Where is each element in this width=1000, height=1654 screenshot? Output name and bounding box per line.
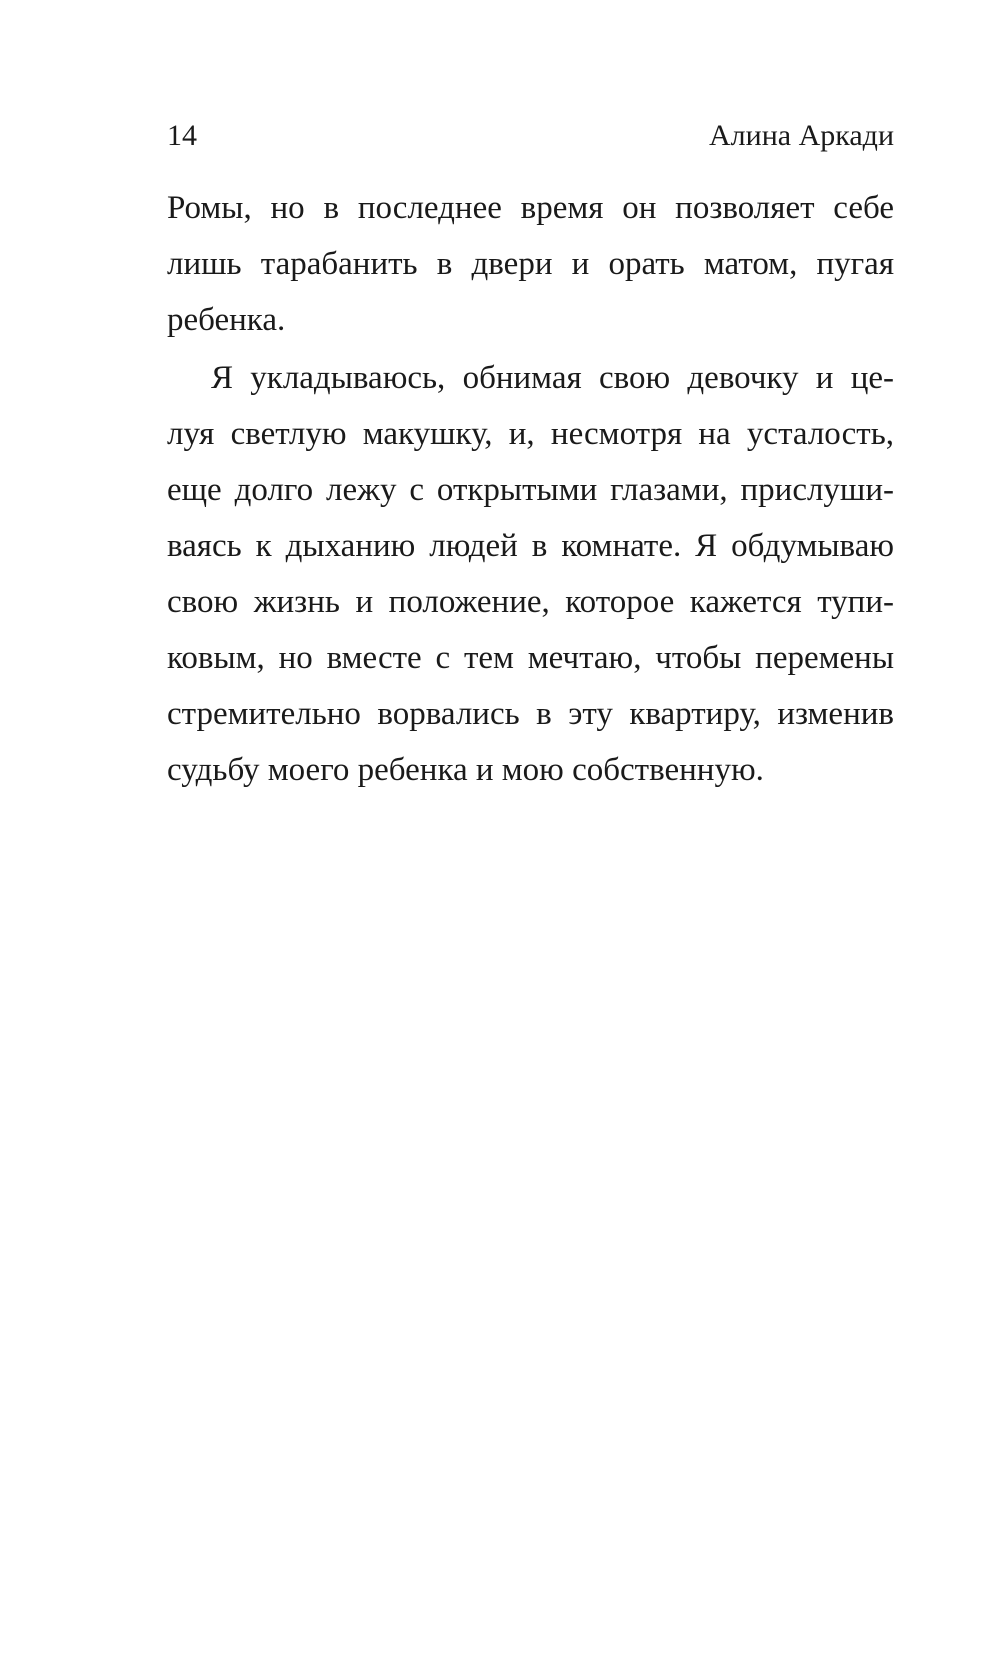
text-line: луя светлую макушку, и, несмотря на усталость,: [167, 416, 894, 452]
paragraph: [167, 180, 894, 348]
body-text: [167, 180, 894, 798]
text-line: судьбу моего ребенка и мою собственную.: [167, 752, 764, 788]
text-line: ковым, но вместе с тем мечтаю, чтобы перемены: [167, 640, 894, 676]
running-head: [167, 116, 894, 156]
page-number: 14: [167, 119, 197, 152]
paragraph: [167, 350, 894, 798]
text-line: стремительно ворвались в эту квартиру, изменив: [167, 696, 894, 732]
author-name: Алина Аркади: [709, 119, 894, 152]
text-line: еще долго лежу с открытыми глазами, прислуши-: [167, 472, 894, 508]
text-line: Я укладываюсь, обнимая свою девочку и це-: [211, 360, 894, 396]
text-line: свою жизнь и положение, которое кажется тупи-: [167, 584, 894, 620]
text-line: ребенка.: [167, 302, 286, 338]
text-line: лишь тарабанить в двери и орать матом, пугая: [167, 246, 894, 282]
text-line: Ромы, но в последнее время он позволяет себе: [167, 190, 894, 226]
text-line: ваясь к дыханию людей в комнате. Я обдумываю: [167, 528, 894, 564]
